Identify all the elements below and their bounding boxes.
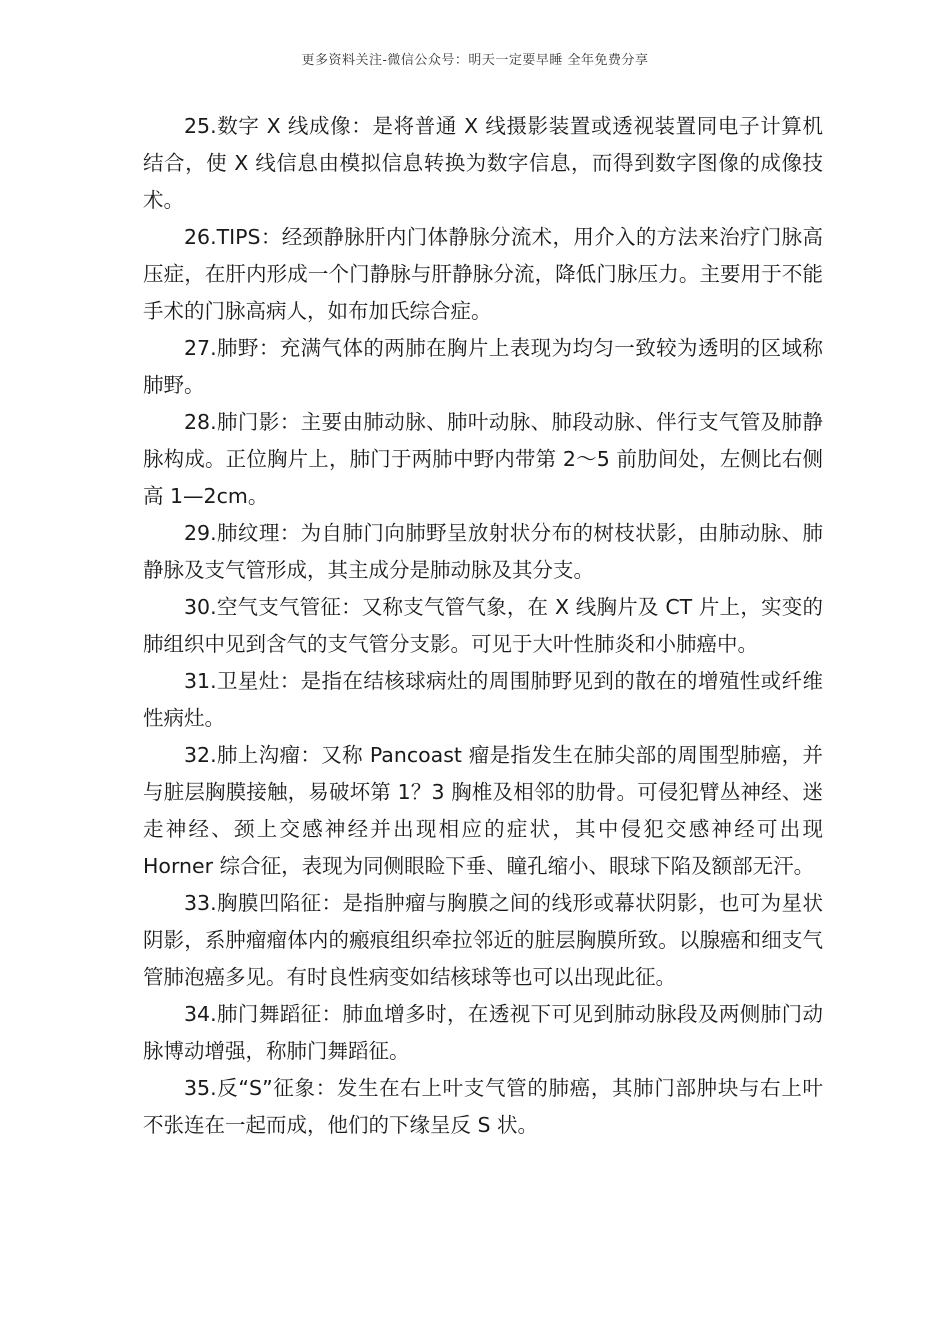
term-entry-25: 25.数字 X 线成像：是将普通 X 线摄影装置或透视装置同电子计算机结合，使 X 线信息由模拟信息转换为数字信息，而得到数字图像的成像技术。	[143, 114, 823, 212]
term-entry-33: 33.胸膜凹陷征：是指肿瘤与胸膜之间的线形或幕状阴影，也可为星状阴影，系肿瘤瘤体内的瘢痕组织牵拉邻近的脏层胸膜所致。以腺癌和细支气管肺泡癌多见。有时良性病变如结核球等也可以出现此征。	[143, 891, 823, 989]
term-entry-30: 30.空气支气管征：又称支气管气象，在 X 线胸片及 CT 片上，实变的肺组织中见到含气的支气管分支影。可见于大叶性肺炎和小肺癌中。	[143, 595, 823, 656]
term-entry-31: 31.卫星灶：是指在结核球病灶的周围肺野见到的散在的增殖性或纤维性病灶。	[143, 669, 823, 730]
page-header: 更多资料关注-微信公众号：明天一定要早睡 全年免费分享	[301, 53, 649, 68]
term-entry-26: 26.TIPS：经颈静脉肝内门体静脉分流术，用介入的方法来治疗门脉高压症，在肝内形成一个门静脉与肝静脉分流，降低门脉压力。主要用于不能手术的门脉高病人，如布加氏综合症。	[143, 225, 823, 323]
term-entry-32: 32.肺上沟瘤：又称 Pancoast 瘤是指发生在肺尖部的周围型肺癌，并与脏层胸膜接触，易破坏第 1？3 胸椎及相邻的肋骨。可侵犯臂丛神经、迷走神经、颈上交感神经并出现相应的症状，其中侵犯交感神经可出现 Horner 综合征，表现为同侧眼睑下垂、瞳孔缩小、眼球下陷及额部无汗。	[143, 743, 823, 878]
term-entry-35: 35.反“S”征象：发生在右上叶支气管的肺癌，其肺门部肿块与右上叶不张连在一起而成，他们的下缘呈反 S 状。	[143, 1076, 823, 1137]
term-entry-34: 34.肺门舞蹈征：肺血增多时，在透视下可见到肺动脉段及两侧肺门动脉博动增强，称肺门舞蹈征。	[143, 1002, 823, 1063]
term-entry-27: 27.肺野：充满气体的两肺在胸片上表现为均匀一致较为透明的区域称肺野。	[143, 336, 823, 397]
term-entry-29: 29.肺纹理：为自肺门向肺野呈放射状分布的树枝状影，由肺动脉、肺静脉及支气管形成，其主成分是肺动脉及其分支。	[143, 521, 823, 582]
document-body	[143, 108, 823, 1144]
term-entry-28: 28.肺门影：主要由肺动脉、肺叶动脉、肺段动脉、伴行支气管及肺静脉构成。正位胸片上，肺门于两肺中野内带第 2～5 前肋间处，左侧比右侧高 1—2cm。	[143, 410, 823, 508]
